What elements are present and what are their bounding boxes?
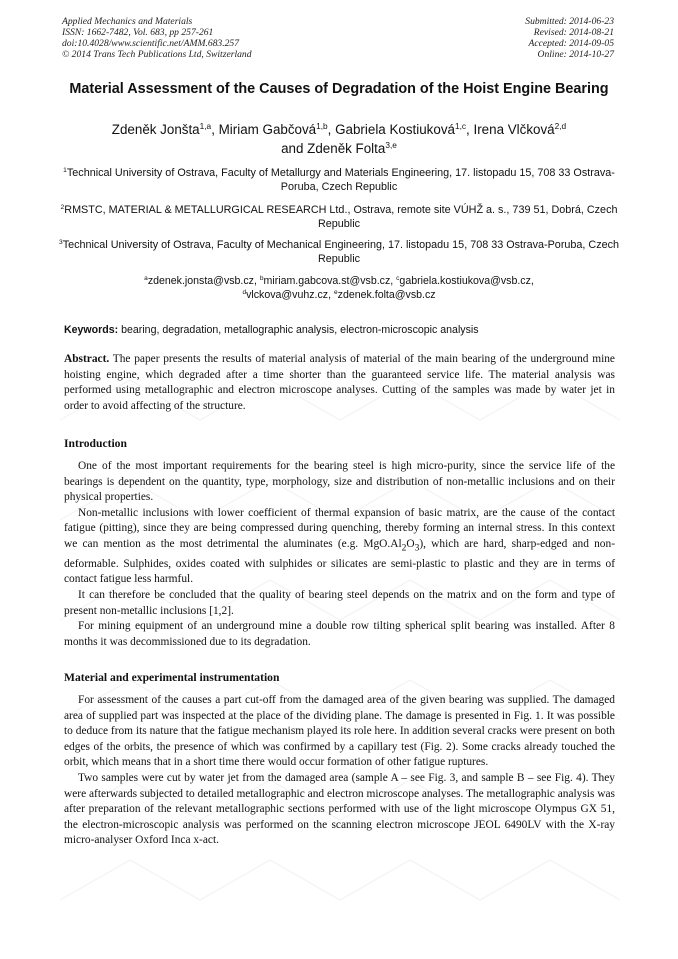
author-name: Gabriela Kostiuková bbox=[335, 122, 455, 137]
intro-p2-text: ), which are hard, sharp-edged and non-deformable. Sulphides, oxides coated with sulphides or silicates are semi-plastic to plastic and they are in terms of contact fatigue less harmful. bbox=[64, 537, 615, 586]
author-separator: , bbox=[211, 122, 219, 137]
email-sup: a bbox=[144, 275, 148, 283]
keywords bbox=[64, 324, 624, 337]
affiliation-sup: 2 bbox=[60, 203, 65, 211]
intro-p2-text: O bbox=[406, 537, 415, 550]
journal-name: Applied Mechanics and Materials bbox=[62, 16, 193, 27]
email-link[interactable]: gabriela.kostiukova@vsb.cz, bbox=[399, 275, 534, 287]
keywords-text: bearing, degradation, metallographic analysis, electron-microscopic analysis bbox=[118, 324, 479, 336]
intro-paragraph-4: For mining equipment of an underground mine a double row tilting spherical split bearing was installed. After 8 months it was decommissioned due to its degradation. bbox=[64, 620, 615, 648]
affiliation-sup: 1 bbox=[63, 166, 67, 174]
author-affil-sup: 1,c bbox=[454, 121, 467, 132]
affiliation-1 bbox=[58, 167, 620, 194]
abstract bbox=[64, 352, 615, 414]
abstract-label: Abstract. bbox=[64, 353, 110, 365]
section-heading-materials: Material and experimental instrumentation bbox=[64, 671, 280, 684]
email-link[interactable]: vlckova@vuhz.cz, bbox=[246, 288, 334, 301]
subscript: 2 bbox=[401, 543, 407, 554]
journal-copyright: © 2014 Trans Tech Publications Ltd, Switzerland bbox=[62, 49, 252, 61]
materials-paragraph-2: Two samples were cut by water jet from the damaged area (sample A – see Fig. 3, and sample B – see Fig. 4). They were afterwards subjected to detailed metallographic and electron microscope analyses. The metallographic analysis was after preparation of the relevant metallographic sections performed with use of the light microscope Olympus GX 51, the electron-microscopic analysis was performed on the scanning electron microscope JEOL 6490LV with the X-ray micro-analyser Oxford Inca x-act. bbox=[64, 771, 615, 847]
introduction-body bbox=[64, 459, 615, 650]
author-name: Zdeněk Folta bbox=[307, 140, 386, 156]
author-list bbox=[58, 121, 620, 158]
email-sup: b bbox=[259, 275, 264, 283]
author-separator: , bbox=[327, 122, 336, 137]
email-link[interactable]: miriam.gabcova.st@vsb.cz, bbox=[263, 275, 397, 287]
materials-body bbox=[64, 693, 615, 849]
affiliation-text: Technical University of Ostrava, Faculty of Mechanical Engineering, 17. listopadu 15, 708 33 Ostrava-Poruba, Czech Republic bbox=[62, 239, 620, 265]
author-separator: , bbox=[466, 122, 474, 137]
email-link[interactable]: zdenek.folta@vsb.cz bbox=[337, 288, 436, 301]
email-sup: d bbox=[242, 288, 247, 296]
intro-paragraph-2 bbox=[64, 506, 615, 588]
subscript: 3 bbox=[414, 543, 420, 554]
author-name: Miriam Gabčová bbox=[218, 122, 317, 137]
author-separator: and bbox=[281, 140, 308, 156]
author-affil-sup: 3,e bbox=[385, 139, 397, 150]
materials-paragraph-1: For assessment of the causes a part cut-off from the damaged area of the given bearing was supplied. The damaged area of supplied part was inspected at the place of the dividing plane. The damage is presented in Fig. 1. It was possible to deduce from its nature that the fatigue mechanism played its role here. In addition several cracks were present on both edges of the orbits, the presence of which was confirmed by a capillary test (Fig. 2). Some cracks already touched the orbit, which means that in a short time there would occur formation of other fatigue ruptures. bbox=[64, 694, 615, 769]
abstract-text: The paper presents the results of material analysis of material of the main bearing of the underground mine hoisting engine, which degraded after a time shorter than the guaranteed service life. The material analysis was performed using metallographic and electron microscope analyses. Cutting of the samples was made by water jet in order to avoid affecting of the structure. bbox=[64, 353, 615, 412]
author-affil-sup: 1,a bbox=[199, 121, 212, 132]
author-name: Zdeněk Jonšta bbox=[111, 122, 200, 137]
date-accepted: Accepted: 2014-09-05 bbox=[528, 38, 614, 50]
publication-dates bbox=[525, 16, 614, 60]
affiliation-3 bbox=[58, 239, 620, 266]
journal-doi: doi:10.4028/www.scientific.net/AMM.683.257 bbox=[62, 38, 240, 50]
affiliation-2 bbox=[58, 204, 620, 231]
affiliation-text: Technical University of Ostrava, Faculty of Metallurgy and Materials Engineering, 17. listopadu 15, 708 33 Ostrava-Poruba, Czech Republic bbox=[66, 167, 615, 193]
section-heading-introduction: Introduction bbox=[64, 437, 127, 450]
affiliation-text: RMSTC, MATERIAL & METALLURGICAL RESEARCH Ltd., Ostrava, remote site VÚHŽ a. s., 739 51, Dobrá, Czech Republic bbox=[64, 204, 618, 230]
journal-issn: ISSN: 1662-7482, Vol. 683, pp 257-261 bbox=[62, 27, 214, 39]
paper-title: Material Assessment of the Causes of Degradation of the Hoist Engine Bearing bbox=[69, 81, 609, 97]
email-sup: c bbox=[396, 275, 400, 283]
date-online: Online: 2014-10-27 bbox=[537, 49, 614, 61]
author-name: Irena Vlčková bbox=[473, 122, 555, 137]
keywords-label: Keywords: bbox=[64, 324, 119, 336]
affiliation-sup: 3 bbox=[58, 238, 63, 246]
date-revised: Revised: 2014-08-21 bbox=[533, 27, 614, 39]
author-affil-sup: 1,b bbox=[316, 121, 328, 132]
author-affil-sup: 2,d bbox=[554, 121, 567, 132]
intro-paragraph-3: It can therefore be concluded that the quality of bearing steel depends on the matrix and on the form and type of present non-metallic inclusions [1,2]. bbox=[64, 589, 615, 617]
email-link[interactable]: zdenek.jonsta@vsb.cz, bbox=[147, 275, 260, 287]
journal-info bbox=[62, 16, 252, 60]
intro-paragraph-1: One of the most important requirements for the bearing steel is high micro-purity, since the service life of the bearings is dependent on the quantity, type, morphology, size and distribution of non-metallic inclusions and on their physical properties. bbox=[64, 460, 615, 504]
email-list bbox=[58, 275, 620, 302]
date-submitted: Submitted: 2014-06-23 bbox=[525, 16, 614, 27]
intro-p2-text: Non-metallic inclusions with lower coefficient of thermal expansion of basic matrix, are the cause of the contact fatigue (pitting), since they are being compressed during quenching, thereby forming an internal stress. In this context we can mention as the most detrimental the aluminates (e.g. MgO.Al bbox=[64, 506, 615, 550]
email-sup: e bbox=[333, 288, 338, 296]
